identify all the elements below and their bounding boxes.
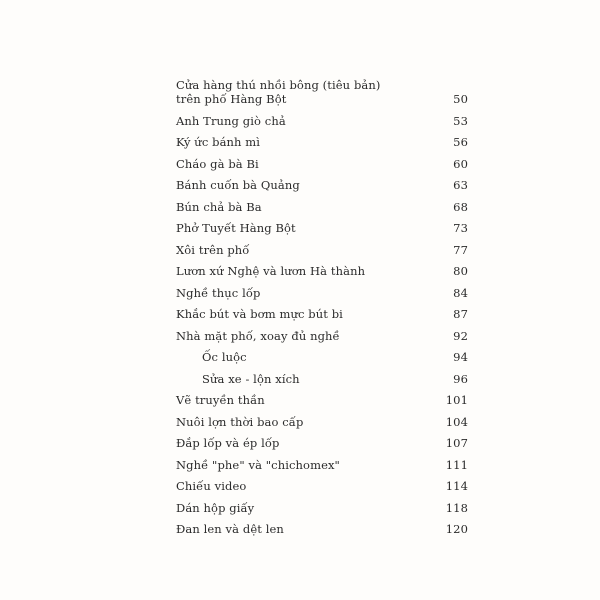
toc-page-number: 104 [445,414,468,429]
toc-entry-title: Nhà mặt phố, xoay đủ nghề [176,328,340,343]
toc-entry-title: Cửa hàng thú nhồi bông (tiêu bản) [176,78,381,92]
toc-entry-title: Bánh cuốn bà Quảng [176,178,300,192]
toc-entry [176,307,468,321]
toc-entry [176,393,468,407]
toc-entry [176,436,468,450]
toc-entry-title: trên phố Hàng Bột [176,92,287,106]
toc-page-number: 77 [453,242,468,257]
toc-entry [176,286,468,300]
toc-page-number: 111 [445,457,468,472]
toc-entry [176,479,468,493]
toc-entry [176,78,468,106]
toc-subentry [176,350,468,364]
toc-entry [176,114,468,128]
toc-page-number: 114 [445,479,468,493]
toc-page-number: 63 [453,178,468,192]
toc-entry-title: Lươn xứ Nghệ và lươn Hà thành [176,264,366,278]
toc-entry-title: Anh Trung giò chả [176,113,286,128]
toc-entry [176,458,468,472]
toc-entry [176,501,468,515]
toc-entry-title: Khắc bút và bơm mực bút bi [176,307,343,321]
toc-entry [176,178,468,192]
toc-page-number: 80 [453,264,468,278]
toc-entry [176,221,468,235]
toc-page-number: 60 [453,156,468,171]
toc-entry-title: Nghề thục lốp [176,285,261,300]
toc-entry [176,415,468,429]
toc-entry-title: Dán hộp giấy [176,500,255,515]
toc-entry-title: Bún chả bà Ba [176,199,262,214]
toc-entry [176,329,468,343]
toc-page-number: 84 [453,285,468,300]
toc-subentry [176,372,468,386]
toc-entry-title: Ký ức bánh mì [176,135,261,149]
toc-entry-title: Chiếu video [176,479,247,493]
toc-page-number: 68 [453,199,468,214]
toc-page-number: 92 [453,328,468,343]
toc-entry [176,264,468,278]
toc-entry [176,157,468,171]
toc-entry-title: Cháo gà bà Bi [176,156,259,171]
toc-entry [176,243,468,257]
toc-page-number: 73 [453,221,468,235]
toc-entry-title: Nghề "phe" và "chichomex" [176,457,340,472]
toc-page-number: 120 [445,522,468,536]
toc-page-number: 96 [453,371,468,386]
toc-page-number: 53 [453,113,468,128]
toc-page-number: 107 [445,436,468,450]
toc-entry-title: Phở Tuyết Hàng Bột [176,221,296,235]
toc-entry-title: Xôi trên phố [176,242,250,257]
toc-entry-title: Sửa xe - lộn xích [202,371,300,386]
toc-entry [176,135,468,149]
toc-entry [176,522,468,536]
toc-entry-title: Nuôi lợn thời bao cấp [176,414,304,429]
toc-page-number: 50 [453,92,468,106]
toc-entry-title: Vẽ truyền thần [176,393,265,407]
toc-entry [176,200,468,214]
toc-page-number: 56 [453,135,468,149]
toc-page-number: 118 [445,500,468,515]
toc-entry-title: Đan len và dệt len [176,522,284,536]
toc-entry-title: Ốc luộc [202,350,247,364]
toc-page-number: 94 [453,350,468,364]
toc-page-number: 101 [445,393,468,407]
toc-entry-title: Đắp lốp và ép lốp [176,436,280,450]
table-of-contents [176,78,468,544]
toc-page-number: 87 [453,307,468,321]
